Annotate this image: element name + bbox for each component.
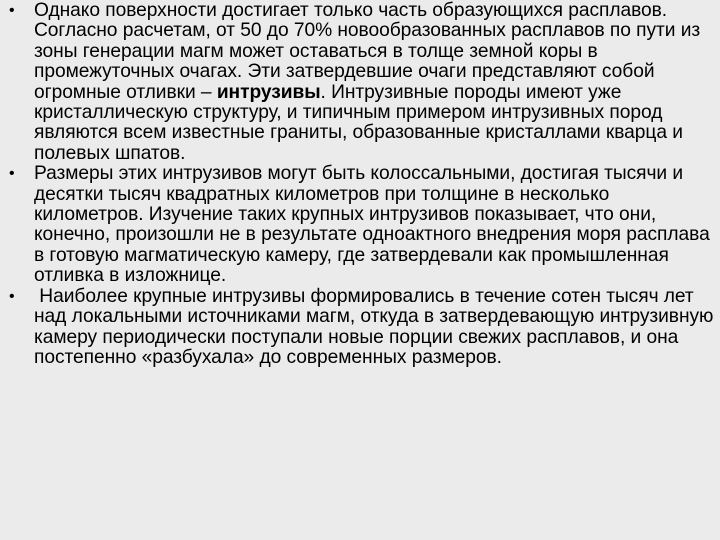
bullet-item-1	[8, 1, 716, 164]
bullet-text-3: Наиболее крупные интрузивы формировались в течение сотен тысяч лет над локальными источниками магм, откуда в затвердевающую интрузивную камеру периодически поступали новые порции свежих расплавов, и она постепенно «разбухала» до современных размеров.	[34, 285, 719, 368]
bullet-item-2	[8, 164, 716, 286]
bullet-dot-icon: •	[9, 2, 15, 19]
bullet-dot-icon: •	[9, 165, 15, 183]
bullet-dot-icon: •	[9, 287, 15, 305]
bullet-text-1	[34, 1, 716, 164]
bullet-1-text-end: . Интрузивные породы имеют уже кристаллическую структуру, и типичным примером интрузивных пород являются всем известные граниты, образованные кристаллами кварца и полевых шпатов.	[34, 81, 683, 164]
bullet-item-3	[8, 285, 719, 369]
bullet-1-bold-term: интрузивы	[216, 81, 321, 103]
bullet-1-text-start: Однако поверхности достигает только часть образующихся расплавов. Согласно расчетам, от 50 до 70% новообразованных расплавов по пути из зоны генерации магм может оставаться в толще земной коры в промежуточных очагах. Эти затвердевшие очаги представляют собой огромные отливки –	[34, 0, 701, 103]
bullet-text-2: Размеры этих интрузивов могут быть колоссальными, достигая тысячи и десятки тысяч квадратных километров при толщине в несколько километров. Изучение таких крупных интрузивов показывает, что они, конечно, произошли не в результате одноактного внедрения моря расплава в готовую магматическую камеру, где затвердевали как промышленная отливка в изложнице.	[34, 163, 710, 287]
bullet-list	[8, 0, 719, 368]
